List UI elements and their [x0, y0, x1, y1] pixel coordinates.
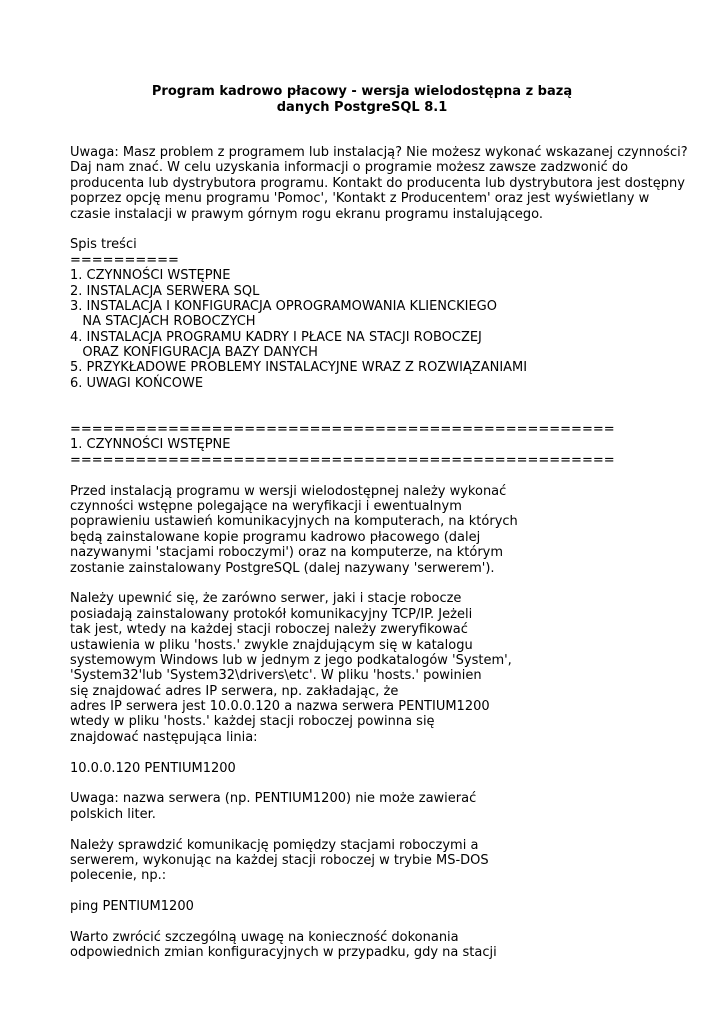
spacer	[70, 468, 670, 483]
spacer	[70, 822, 670, 837]
note-line: Uwaga: nazwa serwera (np. PENTIUM1200) nie może zawierać	[70, 791, 477, 807]
paragraph-line: Należy upewnić się, że zarówno serwer, jaki i stacje robocze	[70, 591, 462, 607]
paragraph-line: systemowym Windows lub w jednym z jego podkatalogów 'System',	[70, 652, 512, 668]
document-body	[70, 145, 688, 961]
paragraph-line: 'System32'lub 'System32\drivers\etc'. W pliku 'hosts.' powinien	[70, 668, 482, 684]
intro-line: producenta lub dystrybutora programu. Kontakt do producenta lub dystrybutora jest dostępny	[70, 175, 685, 191]
title-line-1: Program kadrowo płacowy - wersja wielodostępna z bazą	[151, 84, 573, 99]
spacer	[70, 745, 670, 760]
paragraph-line: odpowiednich zmian konfiguracyjnych w przypadku, gdy na stacji	[70, 945, 497, 961]
paragraph-line: wtedy w pliku 'hosts.' każdej stacji roboczej powinna się	[70, 714, 435, 730]
section-rule: ==================================================	[70, 422, 615, 438]
intro-line: Uwaga: Masz problem z programem lub instalacją? Nie możesz wykonać wskazanej czynności?	[70, 145, 688, 160]
paragraph-line: znajdować następująca linia:	[70, 729, 258, 745]
toc-item: 2. INSTALACJA SERWERA SQL	[70, 283, 260, 299]
toc-item: 3. INSTALACJA I KONFIGURACJA OPROGRAMOWANIA KLIENCKIEGO	[70, 298, 497, 314]
spacer	[70, 222, 670, 237]
section-rule: ==================================================	[70, 452, 615, 468]
intro-line: poprzez opcję menu programu 'Pomoc', 'Kontakt z Producentem' oraz jest wyświetlany w	[70, 191, 650, 207]
intro-line: czasie instalacji w prawym górnym rogu ekranu programu instalującego.	[70, 206, 544, 222]
paragraph-line: się znajdować adres IP serwera, np. zakładając, że	[70, 683, 399, 699]
hosts-example-line: 10.0.0.120 PENTIUM1200	[70, 760, 236, 776]
document-title	[0, 84, 724, 116]
spacer	[70, 776, 670, 791]
section-heading: 1. CZYNNOŚCI WSTĘPNE	[70, 437, 231, 453]
paragraph-line: zostanie zainstalowany PostgreSQL (dalej nazywany 'serwerem').	[70, 560, 495, 576]
spacer	[70, 884, 670, 899]
toc-underline: ==========	[70, 252, 179, 268]
toc-item: 6. UWAGI KOŃCOWE	[70, 375, 204, 391]
paragraph-line: adres IP serwera jest 10.0.0.120 a nazwa serwera PENTIUM1200	[70, 699, 490, 715]
paragraph-line: tak jest, wtedy na każdej stacji roboczej należy zweryfikować	[70, 622, 468, 638]
toc-item: 4. INSTALACJA PROGRAMU KADRY I PŁACE NA STACJI ROBOCZEJ	[70, 329, 482, 345]
title-line-2: danych PostgreSQL 8.1	[276, 100, 448, 115]
paragraph-line: poprawieniu ustawień komunikacyjnych na komputerach, na których	[70, 514, 518, 530]
spacer	[70, 576, 670, 591]
intro-line: Daj nam znać. W celu uzyskania informacji o programie możesz zawsze zadzwonić do	[70, 160, 629, 176]
spacer	[70, 407, 670, 422]
paragraph-line: będą zainstalowane kopie programu kadrowo płacowego (dalej	[70, 529, 481, 545]
paragraph-line: posiadają zainstalowany protokół komunikacyjny TCP/IP. Jeżeli	[70, 606, 473, 622]
toc-heading: Spis treści	[70, 237, 137, 253]
paragraph-line: Przed instalacją programu w wersji wielodostępnej należy wykonać	[70, 483, 507, 499]
paragraph-line: ustawienia w pliku 'hosts.' zwykle znajdującym się w katalogu	[70, 637, 473, 653]
paragraph-line: polecenie, np.:	[70, 868, 167, 884]
toc-item: 1. CZYNNOŚCI WSTĘPNE	[70, 268, 231, 284]
toc-item: 5. PRZYKŁADOWE PROBLEMY INSTALACYJNE WRAZ Z ROZWIĄZANIAMI	[70, 360, 528, 376]
toc-item: ORAZ KONFIGURACJA BAZY DANYCH	[70, 345, 318, 361]
ping-command-line: ping PENTIUM1200	[70, 899, 194, 915]
paragraph-line: serwerem, wykonując na każdej stacji roboczej w trybie MS-DOS	[70, 852, 489, 868]
paragraph-line: czynności wstępne polegające na weryfikacji i ewentualnym	[70, 498, 462, 514]
toc-item: NA STACJACH ROBOCZYCH	[70, 314, 256, 330]
note-line: polskich liter.	[70, 806, 156, 822]
paragraph-line: Warto zwrócić szczególną uwagę na konieczność dokonania	[70, 929, 459, 945]
paragraph-line: Należy sprawdzić komunikację pomiędzy stacjami roboczymi a	[70, 837, 479, 853]
spacer	[70, 391, 670, 406]
paragraph-line: nazywanymi 'stacjami roboczymi') oraz na komputerze, na którym	[70, 545, 504, 561]
spacer	[70, 915, 670, 930]
